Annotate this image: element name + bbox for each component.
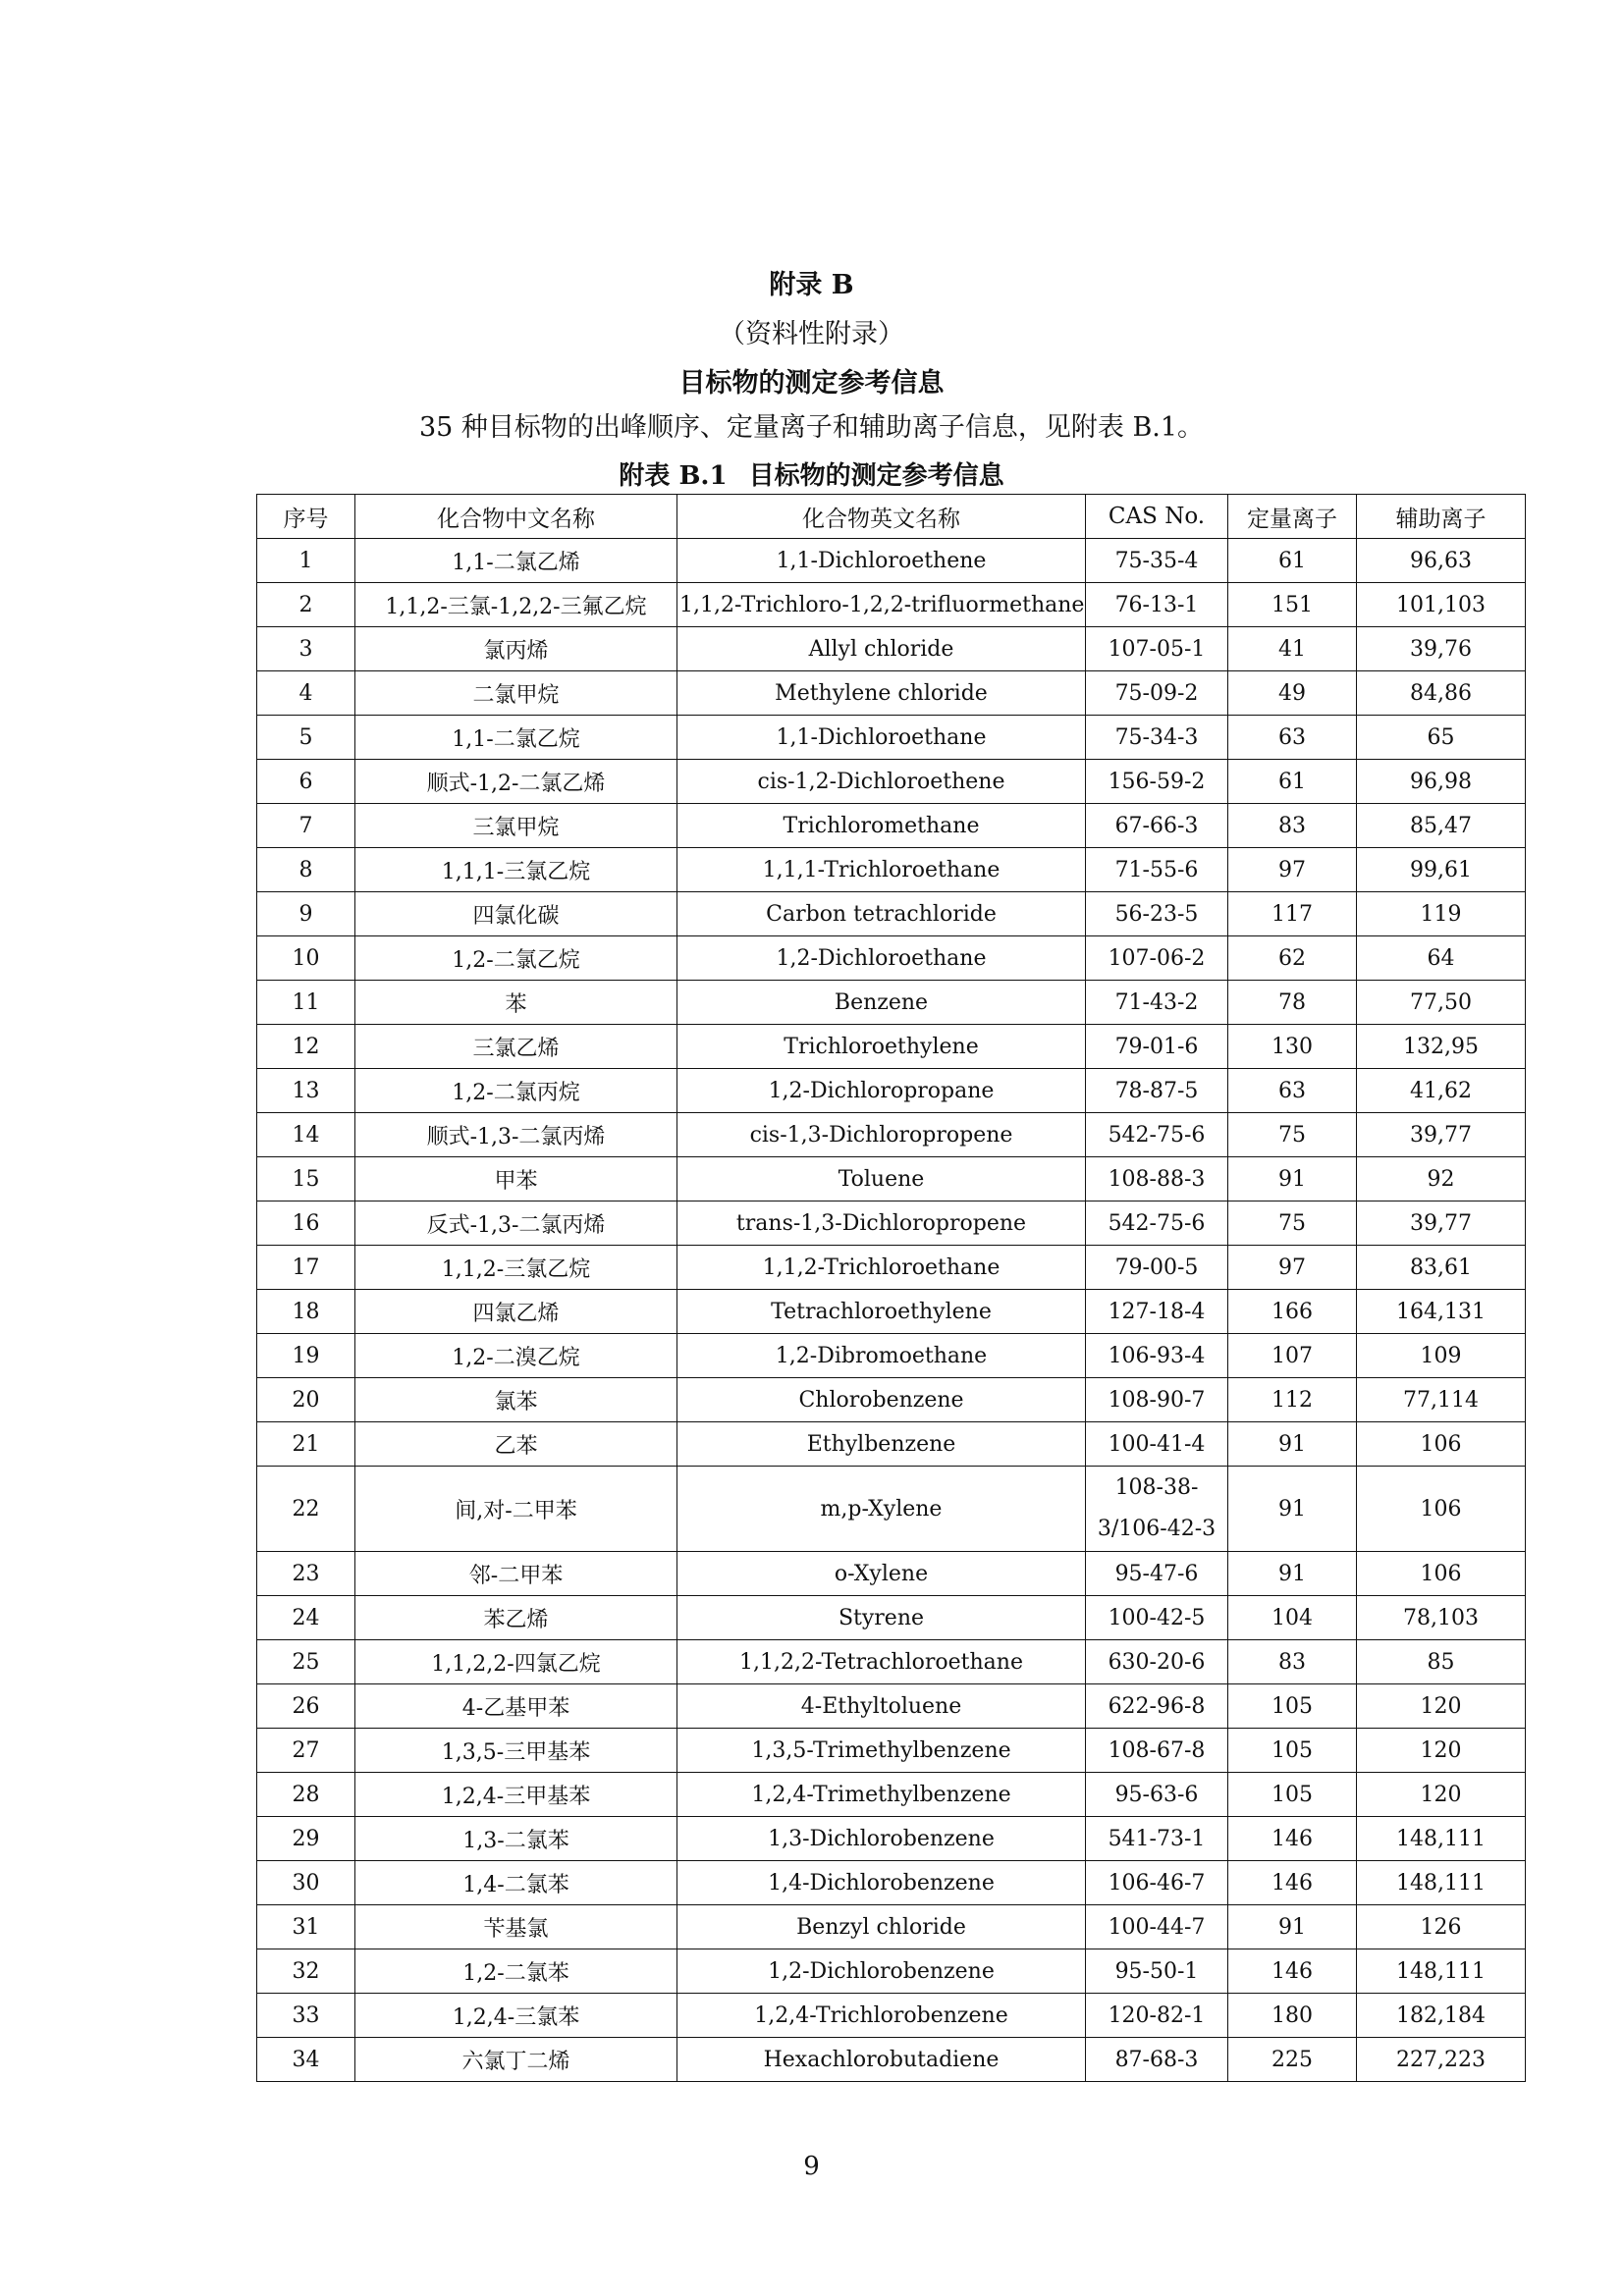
cell-quant-ion: 91 (1228, 1422, 1357, 1467)
cell-chinese-name: 氯丙烯 (355, 627, 677, 671)
cell-quant-ion: 146 (1228, 1861, 1357, 1905)
cell-cas-no: 622-96-8 (1086, 1684, 1228, 1729)
cell-index: 8 (257, 848, 355, 892)
cell-index: 20 (257, 1378, 355, 1422)
cell-index: 13 (257, 1069, 355, 1113)
cell-index: 9 (257, 892, 355, 936)
cell-quant-ion: 83 (1228, 1640, 1357, 1684)
cell-chinese-name: 1,2-二氯苯 (355, 1949, 677, 1994)
table-row (257, 1861, 1526, 1905)
cell-english-name: 1,3-Dichlorobenzene (677, 1817, 1086, 1861)
cell-cas-no: 127-18-4 (1086, 1290, 1228, 1334)
cell-quant-ion: 75 (1228, 1201, 1357, 1246)
cell-chinese-name: 顺式-1,3-二氯丙烯 (355, 1113, 677, 1157)
table-row (257, 848, 1526, 892)
cell-index: 29 (257, 1817, 355, 1861)
cell-quant-ion: 91 (1228, 1552, 1357, 1596)
cell-english-name: Styrene (677, 1596, 1086, 1640)
table-row (257, 1201, 1526, 1246)
cell-aux-ion: 126 (1357, 1905, 1526, 1949)
table-row (257, 1422, 1526, 1467)
cell-english-name: cis-1,2-Dichloroethene (677, 760, 1086, 804)
table-row (257, 671, 1526, 716)
cell-index: 24 (257, 1596, 355, 1640)
cell-quant-ion: 112 (1228, 1378, 1357, 1422)
cell-chinese-name: 1,2-二氯乙烷 (355, 936, 677, 981)
header-aux-ion: 辅助离子 (1357, 495, 1526, 539)
cell-quant-ion: 180 (1228, 1994, 1357, 2038)
cell-cas-no: 630-20-6 (1086, 1640, 1228, 1684)
cell-chinese-name: 1,1,2-三氯乙烷 (355, 1246, 677, 1290)
cell-cas-no: 106-93-4 (1086, 1334, 1228, 1378)
cell-aux-ion: 106 (1357, 1467, 1526, 1552)
cell-english-name: 1,2-Dichloropropane (677, 1069, 1086, 1113)
cell-quant-ion: 105 (1228, 1773, 1357, 1817)
cell-cas-no: 106-46-7 (1086, 1861, 1228, 1905)
cell-chinese-name: 1,1,1-三氯乙烷 (355, 848, 677, 892)
cell-chinese-name: 二氯甲烷 (355, 671, 677, 716)
cell-chinese-name: 1,2,4-三甲基苯 (355, 1773, 677, 1817)
cell-cas-no: 107-06-2 (1086, 936, 1228, 981)
cell-chinese-name: 1,2-二氯丙烷 (355, 1069, 677, 1113)
cell-quant-ion: 83 (1228, 804, 1357, 848)
table-row (257, 1949, 1526, 1994)
cell-aux-ion: 120 (1357, 1773, 1526, 1817)
cell-cas-no: 71-43-2 (1086, 981, 1228, 1025)
cell-quant-ion: 130 (1228, 1025, 1357, 1069)
cell-quant-ion: 63 (1228, 716, 1357, 760)
table-row (257, 1113, 1526, 1157)
table-row (257, 1729, 1526, 1773)
cell-index: 32 (257, 1949, 355, 1994)
cell-english-name: m,p-Xylene (677, 1467, 1086, 1552)
header-index: 序号 (257, 495, 355, 539)
table-row (257, 1640, 1526, 1684)
cell-english-name: 1,2-Dibromoethane (677, 1334, 1086, 1378)
cell-index: 21 (257, 1422, 355, 1467)
cell-aux-ion: 106 (1357, 1552, 1526, 1596)
cell-english-name: Hexachlorobutadiene (677, 2038, 1086, 2082)
cell-chinese-name: 反式-1,3-二氯丙烯 (355, 1201, 677, 1246)
cell-english-name: trans-1,3-Dichloropropene (677, 1201, 1086, 1246)
cell-chinese-name: 三氯乙烯 (355, 1025, 677, 1069)
cell-chinese-name: 苄基氯 (355, 1905, 677, 1949)
cell-chinese-name: 1,2,4-三氯苯 (355, 1994, 677, 2038)
cell-cas-no: 71-55-6 (1086, 848, 1228, 892)
cell-chinese-name: 间,对-二甲苯 (355, 1467, 677, 1552)
cell-aux-ion: 106 (1357, 1422, 1526, 1467)
cell-index: 11 (257, 981, 355, 1025)
cell-quant-ion: 78 (1228, 981, 1357, 1025)
cell-chinese-name: 1,2-二溴乙烷 (355, 1334, 677, 1378)
cell-cas-no: 95-47-6 (1086, 1552, 1228, 1596)
cell-english-name: 1,1-Dichloroethane (677, 716, 1086, 760)
cell-quant-ion: 107 (1228, 1334, 1357, 1378)
cell-cas-no: 120-82-1 (1086, 1994, 1228, 2038)
cell-quant-ion: 61 (1228, 760, 1357, 804)
table-row (257, 936, 1526, 981)
table-row (257, 760, 1526, 804)
table-row (257, 1994, 1526, 2038)
table-row (257, 539, 1526, 583)
cell-index: 7 (257, 804, 355, 848)
cell-english-name: 1,4-Dichlorobenzene (677, 1861, 1086, 1905)
table-caption-number: 附表 B.1 (619, 461, 728, 491)
cell-cas-no: 100-44-7 (1086, 1905, 1228, 1949)
cell-english-name: Toluene (677, 1157, 1086, 1201)
cell-chinese-name: 4-乙基甲苯 (355, 1684, 677, 1729)
cell-chinese-name: 三氯甲烷 (355, 804, 677, 848)
cell-cas-no: 75-35-4 (1086, 539, 1228, 583)
table-row (257, 1334, 1526, 1378)
cell-index: 4 (257, 671, 355, 716)
cell-index: 2 (257, 583, 355, 627)
cell-english-name: 1,1,2-Trichloroethane (677, 1246, 1086, 1290)
cell-cas-no: 107-05-1 (1086, 627, 1228, 671)
cell-aux-ion: 77,114 (1357, 1378, 1526, 1422)
table-caption (0, 455, 1623, 492)
cell-aux-ion: 120 (1357, 1684, 1526, 1729)
table-row (257, 1552, 1526, 1596)
cell-aux-ion: 83,61 (1357, 1246, 1526, 1290)
cell-chinese-name: 乙苯 (355, 1422, 677, 1467)
cell-quant-ion: 62 (1228, 936, 1357, 981)
cell-quant-ion: 151 (1228, 583, 1357, 627)
cell-english-name: Trichloromethane (677, 804, 1086, 848)
cell-index: 1 (257, 539, 355, 583)
table-row (257, 1378, 1526, 1422)
cell-english-name: 1,1,1-Trichloroethane (677, 848, 1086, 892)
cell-english-name: 1,1,2-Trichloro-1,2,2-trifluormethane (677, 583, 1086, 627)
table-body (257, 539, 1526, 2082)
cell-quant-ion: 91 (1228, 1157, 1357, 1201)
cell-aux-ion: 109 (1357, 1334, 1526, 1378)
cell-cas-no: 108-90-7 (1086, 1378, 1228, 1422)
cell-index: 16 (257, 1201, 355, 1246)
cell-quant-ion: 105 (1228, 1729, 1357, 1773)
cell-cas-no: 76-13-1 (1086, 583, 1228, 627)
cell-quant-ion: 117 (1228, 892, 1357, 936)
cell-cas-no: 67-66-3 (1086, 804, 1228, 848)
cell-quant-ion: 75 (1228, 1113, 1357, 1157)
cell-quant-ion: 105 (1228, 1684, 1357, 1729)
cell-aux-ion: 39,76 (1357, 627, 1526, 671)
cell-chinese-name: 甲苯 (355, 1157, 677, 1201)
table-row (257, 892, 1526, 936)
cell-cas-no: 542-75-6 (1086, 1201, 1228, 1246)
table-row (257, 1905, 1526, 1949)
cell-cas-no: 87-68-3 (1086, 2038, 1228, 2082)
table-row (257, 1069, 1526, 1113)
cell-quant-ion: 91 (1228, 1905, 1357, 1949)
cell-aux-ion: 148,111 (1357, 1949, 1526, 1994)
cell-chinese-name: 四氯乙烯 (355, 1290, 677, 1334)
cell-english-name: Trichloroethylene (677, 1025, 1086, 1069)
cell-english-name: 1,1,2,2-Tetrachloroethane (677, 1640, 1086, 1684)
cell-index: 23 (257, 1552, 355, 1596)
cell-aux-ion: 119 (1357, 892, 1526, 936)
table-row (257, 1817, 1526, 1861)
cell-chinese-name: 苯 (355, 981, 677, 1025)
cell-english-name: Benzene (677, 981, 1086, 1025)
table-row (257, 1025, 1526, 1069)
cell-aux-ion: 39,77 (1357, 1201, 1526, 1246)
cell-index: 28 (257, 1773, 355, 1817)
cell-chinese-name: 1,3,5-三甲基苯 (355, 1729, 677, 1773)
cell-index: 30 (257, 1861, 355, 1905)
cell-english-name: 4-Ethyltoluene (677, 1684, 1086, 1729)
cell-chinese-name: 1,1,2,2-四氯乙烷 (355, 1640, 677, 1684)
cell-chinese-name: 苯乙烯 (355, 1596, 677, 1640)
cell-aux-ion: 148,111 (1357, 1817, 1526, 1861)
cell-index: 17 (257, 1246, 355, 1290)
cell-english-name: 1,2,4-Trichlorobenzene (677, 1994, 1086, 2038)
table-row (257, 627, 1526, 671)
cell-aux-ion: 78,103 (1357, 1596, 1526, 1640)
cell-index: 25 (257, 1640, 355, 1684)
cell-chinese-name: 1,1-二氯乙烯 (355, 539, 677, 583)
cell-index: 5 (257, 716, 355, 760)
table-row (257, 1596, 1526, 1640)
cell-aux-ion: 84,86 (1357, 671, 1526, 716)
table-row (257, 981, 1526, 1025)
cell-aux-ion: 148,111 (1357, 1861, 1526, 1905)
cell-aux-ion: 85 (1357, 1640, 1526, 1684)
cell-quant-ion: 146 (1228, 1949, 1357, 1994)
cell-aux-ion: 64 (1357, 936, 1526, 981)
cell-cas-no: 95-63-6 (1086, 1773, 1228, 1817)
cell-index: 15 (257, 1157, 355, 1201)
table-caption-title: 目标物的测定参考信息 (748, 461, 1004, 491)
cell-index: 33 (257, 1994, 355, 2038)
appendix-title: 附录 B (769, 270, 854, 300)
cell-aux-ion: 96,63 (1357, 539, 1526, 583)
cell-aux-ion: 65 (1357, 716, 1526, 760)
cell-english-name: Allyl chloride (677, 627, 1086, 671)
cell-cas-no: 156-59-2 (1086, 760, 1228, 804)
cell-aux-ion: 227,223 (1357, 2038, 1526, 2082)
cell-cas-no: 95-50-1 (1086, 1949, 1228, 1994)
cell-index: 19 (257, 1334, 355, 1378)
cell-english-name: 1,2-Dichlorobenzene (677, 1949, 1086, 1994)
cell-aux-ion: 164,131 (1357, 1290, 1526, 1334)
table-header-row (257, 495, 1526, 539)
cell-chinese-name: 邻-二甲苯 (355, 1552, 677, 1596)
cell-english-name: Carbon tetrachloride (677, 892, 1086, 936)
cell-aux-ion: 99,61 (1357, 848, 1526, 892)
cell-index: 31 (257, 1905, 355, 1949)
header-cas-no: CAS No. (1086, 495, 1228, 539)
cell-cas-no: 108-67-8 (1086, 1729, 1228, 1773)
cell-cas-no: 100-41-4 (1086, 1422, 1228, 1467)
cell-cas-no: 541-73-1 (1086, 1817, 1228, 1861)
cell-cas-no: 108-38-3/106-42-3 (1086, 1467, 1228, 1552)
cell-cas-no: 108-88-3 (1086, 1157, 1228, 1201)
cell-quant-ion: 146 (1228, 1817, 1357, 1861)
cell-quant-ion: 225 (1228, 2038, 1357, 2082)
table-row (257, 1773, 1526, 1817)
cell-english-name: 1,1-Dichloroethene (677, 539, 1086, 583)
cell-cas-no: 78-87-5 (1086, 1069, 1228, 1113)
page-number: 9 (803, 2152, 820, 2181)
cell-english-name: 1,3,5-Trimethylbenzene (677, 1729, 1086, 1773)
table-row (257, 1467, 1526, 1552)
cell-index: 27 (257, 1729, 355, 1773)
cell-quant-ion: 97 (1228, 848, 1357, 892)
cell-index: 12 (257, 1025, 355, 1069)
header-chinese-name: 化合物中文名称 (355, 495, 677, 539)
cell-aux-ion: 41,62 (1357, 1069, 1526, 1113)
cell-quant-ion: 91 (1228, 1467, 1357, 1552)
header-english-name: 化合物英文名称 (677, 495, 1086, 539)
section-title: 目标物的测定参考信息 (678, 368, 945, 399)
cell-cas-no: 75-34-3 (1086, 716, 1228, 760)
cell-english-name: Chlorobenzene (677, 1378, 1086, 1422)
cell-english-name: 1,2,4-Trimethylbenzene (677, 1773, 1086, 1817)
cell-aux-ion: 132,95 (1357, 1025, 1526, 1069)
cell-cas-no: 56-23-5 (1086, 892, 1228, 936)
cell-index: 22 (257, 1467, 355, 1552)
cell-aux-ion: 182,184 (1357, 1994, 1526, 2038)
cell-english-name: o-Xylene (677, 1552, 1086, 1596)
cell-aux-ion: 92 (1357, 1157, 1526, 1201)
cell-cas-no: 542-75-6 (1086, 1113, 1228, 1157)
cell-english-name: Methylene chloride (677, 671, 1086, 716)
cell-quant-ion: 41 (1228, 627, 1357, 671)
cell-index: 34 (257, 2038, 355, 2082)
table-row (257, 583, 1526, 627)
cell-quant-ion: 104 (1228, 1596, 1357, 1640)
cell-aux-ion: 120 (1357, 1729, 1526, 1773)
cell-quant-ion: 97 (1228, 1246, 1357, 1290)
table-row (257, 716, 1526, 760)
cell-quant-ion: 166 (1228, 1290, 1357, 1334)
appendix-type: （资料性附录） (719, 319, 904, 349)
cell-aux-ion: 96,98 (1357, 760, 1526, 804)
table-row (257, 2038, 1526, 2082)
cell-chinese-name: 1,1-二氯乙烷 (355, 716, 677, 760)
table-row (257, 1290, 1526, 1334)
cell-chinese-name: 六氯丁二烯 (355, 2038, 677, 2082)
table-row (257, 1684, 1526, 1729)
cell-cas-no: 79-01-6 (1086, 1025, 1228, 1069)
table-row (257, 804, 1526, 848)
cell-index: 14 (257, 1113, 355, 1157)
table-row (257, 1157, 1526, 1201)
cell-chinese-name: 四氯化碳 (355, 892, 677, 936)
cell-quant-ion: 61 (1228, 539, 1357, 583)
table-row (257, 1246, 1526, 1290)
cell-english-name: Tetrachloroethylene (677, 1290, 1086, 1334)
reference-table (256, 494, 1526, 2082)
cell-index: 3 (257, 627, 355, 671)
cell-chinese-name: 1,4-二氯苯 (355, 1861, 677, 1905)
cell-index: 10 (257, 936, 355, 981)
cell-quant-ion: 49 (1228, 671, 1357, 716)
cell-quant-ion: 63 (1228, 1069, 1357, 1113)
cell-english-name: cis-1,3-Dichloropropene (677, 1113, 1086, 1157)
cell-index: 18 (257, 1290, 355, 1334)
cell-cas-no: 79-00-5 (1086, 1246, 1228, 1290)
cell-english-name: Ethylbenzene (677, 1422, 1086, 1467)
cell-chinese-name: 氯苯 (355, 1378, 677, 1422)
cell-cas-no: 75-09-2 (1086, 671, 1228, 716)
header-quant-ion: 定量离子 (1228, 495, 1357, 539)
cell-english-name: 1,2-Dichloroethane (677, 936, 1086, 981)
cell-aux-ion: 39,77 (1357, 1113, 1526, 1157)
cell-aux-ion: 101,103 (1357, 583, 1526, 627)
cell-chinese-name: 1,1,2-三氯-1,2,2-三氟乙烷 (355, 583, 677, 627)
cell-aux-ion: 77,50 (1357, 981, 1526, 1025)
cell-aux-ion: 85,47 (1357, 804, 1526, 848)
intro-paragraph: 35 种目标物的出峰顺序、定量离子和辅助离子信息，见附表 B.1。 (418, 412, 1205, 443)
cell-cas-no: 100-42-5 (1086, 1596, 1228, 1640)
cell-index: 6 (257, 760, 355, 804)
cell-index: 26 (257, 1684, 355, 1729)
cell-chinese-name: 1,3-二氯苯 (355, 1817, 677, 1861)
cell-english-name: Benzyl chloride (677, 1905, 1086, 1949)
cell-chinese-name: 顺式-1,2-二氯乙烯 (355, 760, 677, 804)
